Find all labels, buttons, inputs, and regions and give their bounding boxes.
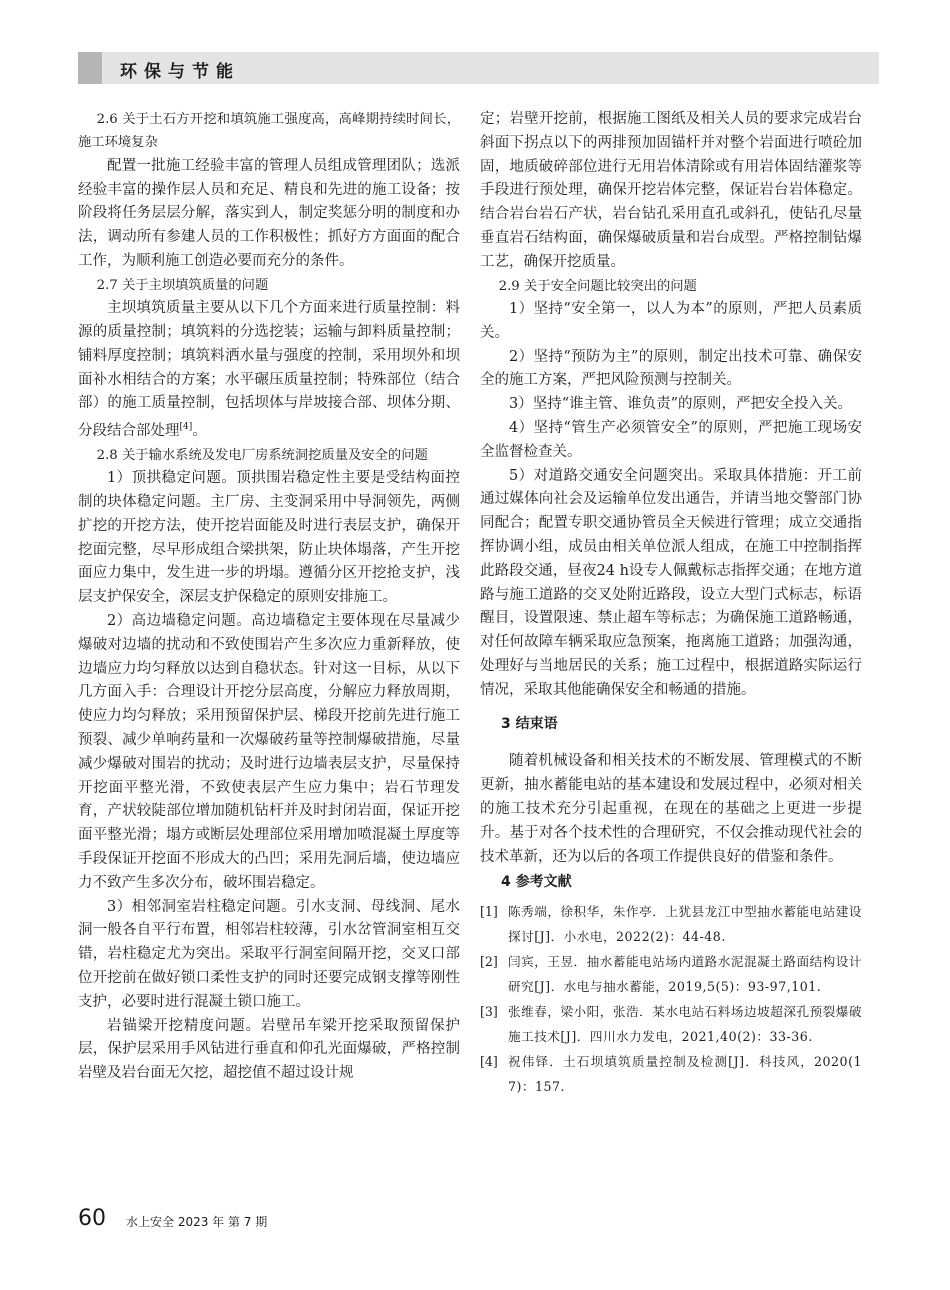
reference-text: 闫宾，王昱．抽水蓄能电站场内道路水泥混凝土路面结构设计研究[J]．水电与抽水蓄能，2019,5(5)：93-97,101. xyxy=(508,954,862,995)
paragraph-2-8-4-continued: 定；岩壁开挖前，根据施工图纸及相关人员的要求完成岩台斜面下拐点以下的两排预加固锚杆并对整个岩面进行喷砼加固，地质破碎部位进行无用岩体清除或有用岩体固结灌浆等手段进行预处理，确保开挖岩体完整，保证岩台岩体稳定。结合岩台岩石产状，岩台钻孔采用直孔或斜孔，使钻孔尽量垂直岩石结构面，确保爆破质量和岩台成型。严格控制钻爆工艺，确保开挖质量。 xyxy=(480,111,862,270)
paragraph-2-9-5: 5）对道路交通安全问题突出。采取具体措施：开工前通过媒体向社会及运输单位发出通告，并请当地交警部门协同配合；配置专职交通协管员全天候进行管理；成立交通指挥协调小组，成员由相关单位派人组成，在施工中控制指挥此路段交通，昼夜24 h设专人佩戴标志指挥交通；在地方道路与施工道路的交叉处附近路段，设立大型门式标志，标语醒目，设置限速、禁止超车等标志；为确保施工道路畅通，对任何故障车辆采取应急预案，拖离施工道路；加强沟通，处理好与当地居民的关系；施工过程中，根据道路实际运行情况，采取其他能确保安全和畅通的措施。 xyxy=(480,467,862,698)
paragraph-2-9-1: 1）坚持“安全第一，以人为本”的原则，严把人员素质关。 xyxy=(480,300,862,341)
left-column xyxy=(78,108,460,1086)
paragraph-2-9-3: 3）坚持“谁主管、谁负责”的原则，严把安全投入关。 xyxy=(509,396,853,413)
reference-item xyxy=(480,949,862,999)
paragraph-2-7-end: 。 xyxy=(192,423,207,440)
reference-number: [1] xyxy=(480,904,498,920)
reference-number: [4] xyxy=(480,1054,498,1070)
section-header-title: 环保与节能 xyxy=(120,62,240,82)
paragraph-2-9-4: 4）坚持“管生产必须管安全”的原则，严把施工现场安全监督检查关。 xyxy=(480,419,862,460)
paragraph-2-8-2: 2）高边墙稳定问题。高边墙稳定主要体现在尽量减少爆破对边墙的扰动和不致使围岩产生多次应力重新释放，使边墙应力均匀释放以达到自稳状态。针对这一目标，从以下几方面入手：合理设计开挖分层高度，分解应力释放周期，使应力均匀释放；采用预留保护层、梯段开挖前先进行施工预裂、减少单响药量和一次爆破药量等控制爆破措施，尽量减少爆破对围岩的扰动；及时进行边墙表层支护，尽量保持开挖面平整光滑，不致使表层产生应力集中；岩石节理发育，产状较陡部位增加随机钻杆并及时封闭岩面，保证开挖面平整光滑；塌方或断层处理部位采用增加喷混凝土厚度等手段保证开挖面不形成大的凸凹；采用先洞后墙，使边墙应力不致产生多次分布，破坏围岩稳定。 xyxy=(78,613,460,891)
heading-2-8: 2.8 关于输水系统及发电厂房系统洞挖质量及安全的问题 xyxy=(96,447,428,463)
page-number: 60 xyxy=(78,1206,106,1231)
reference-item xyxy=(480,899,862,949)
heading-2-9: 2.9 关于安全问题比较突出的问题 xyxy=(498,278,697,294)
reference-item xyxy=(480,999,862,1049)
heading-2-6: 2.6 关于土石方开挖和填筑施工强度高，高峰期持续时间长，施工环境复杂 xyxy=(78,112,460,151)
reference-number: [3] xyxy=(480,1004,498,1020)
paragraph-2-9-2: 2）坚持“预防为主”的原则，制定出技术可靠、确保安全的施工方案，严把风险预测与控制关。 xyxy=(480,348,862,389)
paragraph-2-8-1: 1）顶拱稳定问题。顶拱围岩稳定性主要是受结构面控制的块体稳定问题。主厂房、主变洞采用中导洞领先，两侧扩挖的开挖方法，使开挖岩面能及时进行表层支护，确保开挖面完整，尽早形成组合梁拱架，防止块体塌落，产生开挖面应力集中，发生进一步的坍塌。遵循分区开挖抢支护，浅层支护保安全，深层支护保稳定的原则安排施工。 xyxy=(78,470,460,606)
journal-issue: 水上安全 2023 年 第 7 期 xyxy=(126,1215,268,1229)
reference-number: [2] xyxy=(480,954,498,970)
paragraph-2-7 xyxy=(78,297,460,444)
paragraph-2-8-4: 岩锚梁开挖精度问题。岩壁吊车梁开挖采取预留保护层，保护层采用手风钻进行垂直和仰孔光面爆破，严格控制岩壁及岩台面无欠挖，超挖值不超过设计规 xyxy=(78,1017,460,1082)
reference-item xyxy=(480,1049,862,1099)
paragraph-2-6: 配置一批施工经验丰富的管理人员组成管理团队；选派经验丰富的操作层人员和充足、精良和先进的施工设备；按阶段将任务层层分解，落实到人，制定奖惩分明的制度和办法，调动所有参建人员的工作积极性；抓好方方面面的配合工作，为顺利施工创造必要而充分的条件。 xyxy=(78,157,460,269)
citation-ref-4: [4] xyxy=(179,422,193,433)
reference-list xyxy=(480,899,862,1099)
heading-2-7: 2.7 关于主坝填筑质量的问题 xyxy=(96,277,269,293)
paragraph-3-conclusion: 随着机械设备和相关技术的不断发展、管理模式的不断更新，抽水蓄能电站的基本建设和发展过程中，必须对相关的施工技术充分引起重视，在现在的基础之上更进一步提升。基于对各个技术性的合理研究，不仅会推动现代社会的技术革新，还为以后的各项工作提供良好的借鉴和条件。 xyxy=(480,753,862,865)
right-column xyxy=(480,108,862,1099)
heading-3-conclusion: 3 结束语 xyxy=(501,715,558,732)
reference-text: 张维春，梁小阳，张浩．某水电站石料场边坡超深孔预裂爆破施工技术[J]．四川水力发电，2021,40(2)：33-36. xyxy=(508,1004,862,1045)
paragraph-2-7-text: 主坝填筑质量主要从以下几个方面来进行质量控制：料源的质量控制；填筑料的分选挖装；运输与卸料质量控制；铺料厚度控制；填筑料洒水量与强度的控制，采用坝外和坝面补水相结合的方案；水平碾压质量控制；特殊部位（结合部）的施工质量控制，包括坝体与岸坡接合部、坝体分期、分段结合部处理 xyxy=(78,300,460,440)
heading-4-references: 4 参考文献 xyxy=(501,874,572,891)
header-tab-mark xyxy=(78,52,102,84)
paragraph-2-8-3: 3）相邻洞室岩柱稳定问题。引水支洞、母线洞、尾水洞一般各自平行布置，相邻岩柱较薄，引水岔管洞室相互交错，岩柱稳定尤为突出。采取平行洞室间隔开挖，交叉口部位开挖前在做好锁口柔性支护的同时还要完成钢支撑等刚性支护，必要时进行混凝土锁口施工。 xyxy=(78,898,460,1010)
reference-text: 陈秀端，徐积华，朱作亭．上犹县龙江中型抽水蓄能电站建设探讨[J]．小水电，2022(2)：44-48. xyxy=(508,904,862,945)
reference-text: 祝伟铎．土石坝填筑质量控制及检测[J]．科技风，2020(17)：157. xyxy=(508,1054,862,1095)
